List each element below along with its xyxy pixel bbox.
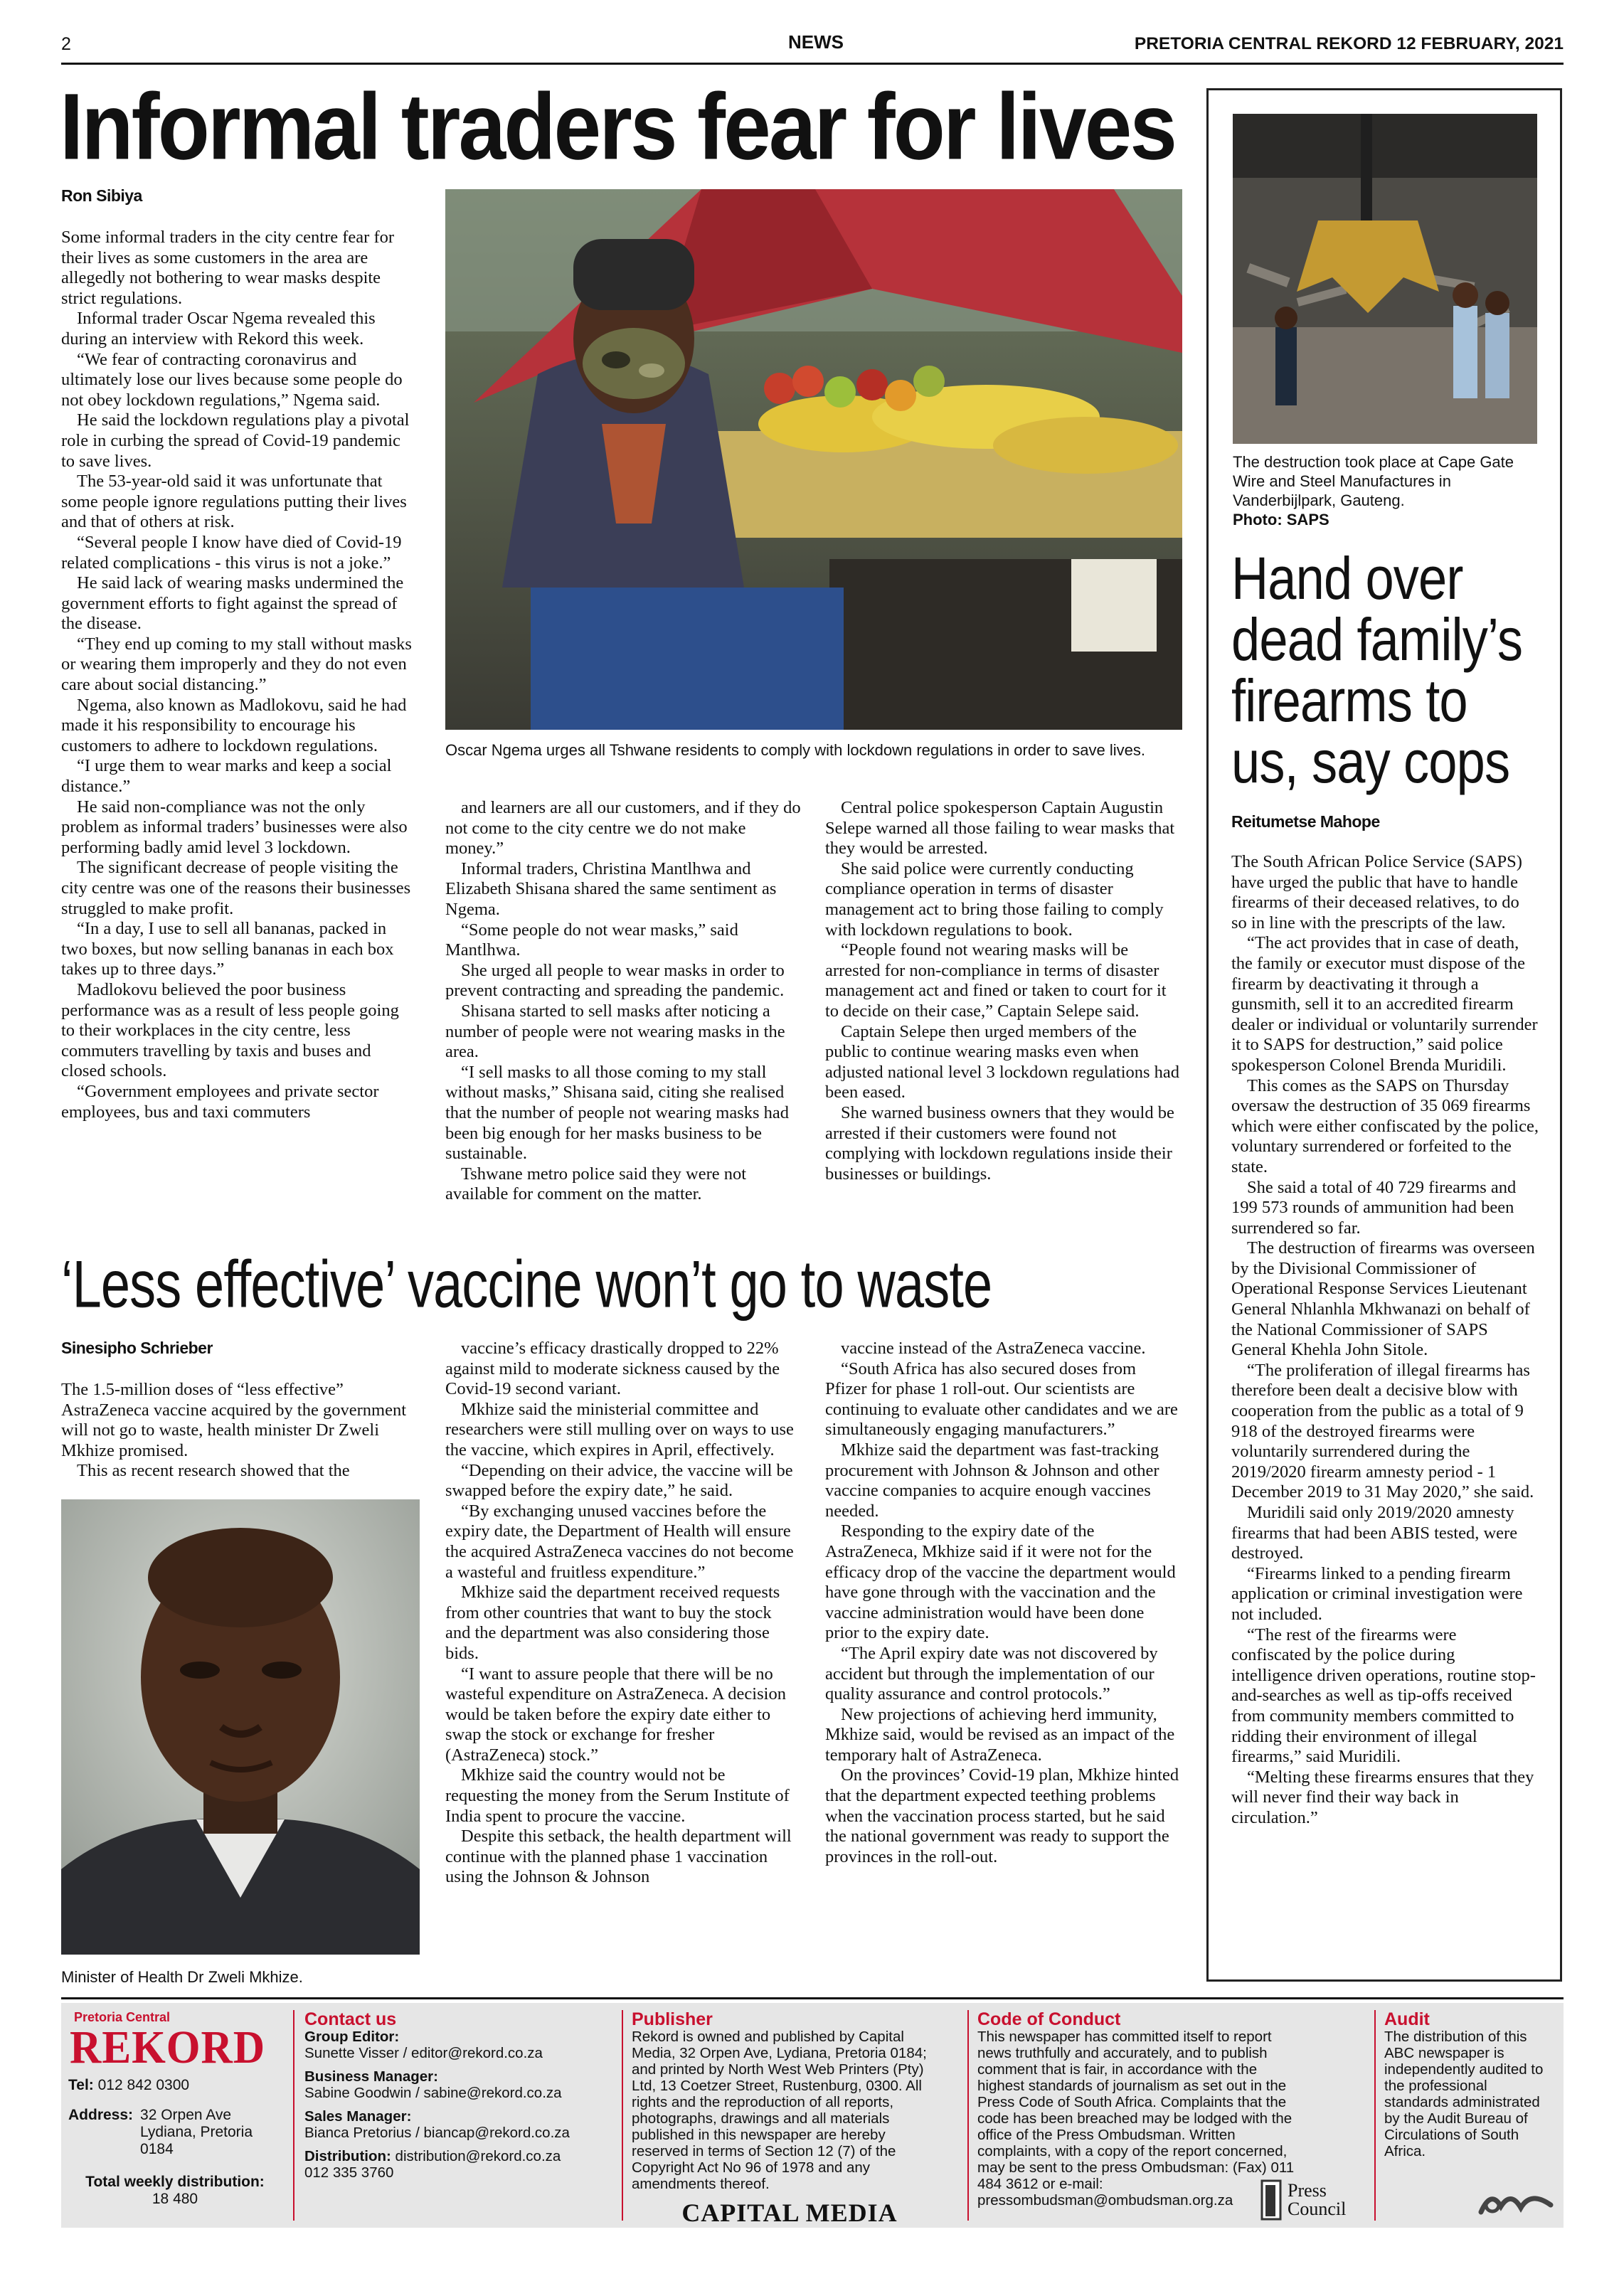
firearms-caption-text: The destruction took place at Cape Gate Wire and Steel Manufactures in Vanderbijlpark, Gauteng. <box>1233 453 1514 509</box>
paragraph: She said a total of 40 729 firearms and 199 573 rounds of ammunition had been surrendered so far. <box>1231 1177 1517 1238</box>
address-line-3: 0184 <box>140 2141 174 2157</box>
paragraph: “Government employees and private sector employees, bus and taxi commuters <box>61 1081 379 1122</box>
code-title: Code of Conduct <box>977 2009 1121 2029</box>
paragraph: vaccine instead of the AstraZeneca vaccine. <box>841 1339 1146 1358</box>
abc-logo <box>1477 2184 1555 2219</box>
paragraph: “Firearms linked to a pending firearm application or criminal investigation were not included. <box>1231 1563 1523 1624</box>
footer-publisher <box>632 2010 945 2192</box>
paragraph: Mkhize said the department received requests from other countries that want to buy the stock and the department was also considering those bids. <box>445 1583 780 1663</box>
paragraph: The significant decrease of people visiting the city centre was one of the reasons their businesses struggled to make profit. <box>61 858 411 918</box>
paragraph: “The proliferation of illegal firearms has therefore been dealt a decisive blow with cooperation from the public as a total of 9 918 of the destroyed firearms were voluntarily surrendered during the 2019/2020 firearm amnesty period - 1 December 2019 to 31 May 2020,” she said. <box>1231 1360 1534 1502</box>
publisher-text: Rekord is owned and published by Capital Media, 32 Orpen Ave, Lydiana, Pretoria 0184; and printed by North West Web Printers (Pty) Ltd, 13 Coetzer Street, Rustenburg, 0300. All rights and the reproduction of all reports, photographs, drawings and all materials published in this newspaper are hereby reserved in terms of Section 12 (7) of the Copyright Act No 96 of 1978 and any amendments thereof. <box>632 2029 927 2192</box>
masthead-date: PRETORIA CENTRAL REKORD 12 FEBRUARY, 2021 <box>1134 34 1564 53</box>
story1-column-3 <box>825 798 1181 1184</box>
paragraph: “I urge them to wear marks and keep a social distance.” <box>61 756 392 797</box>
footer-contact-basic <box>68 2077 282 2208</box>
story2-column-1 <box>61 1380 417 1482</box>
footer-contact-us <box>304 2010 617 2181</box>
paragraph: and learners are all our customers, and if they do not come to the city centre we do not make money.” <box>445 798 801 859</box>
story2-column-3 <box>825 1339 1181 1867</box>
tel-label: Tel: <box>68 2077 94 2093</box>
paragraph: “Some people do not wear masks,” said Mantlhwa. <box>445 920 738 960</box>
business-manager-label: Business Manager: <box>304 2068 438 2085</box>
footer-distribution <box>68 2174 282 2208</box>
footer-code-of-conduct <box>977 2010 1307 2209</box>
paragraph: Ngema, also known as Madlokovu, said he had made it his responsibility to encourage his customers to adhere to lockdown regulations. <box>61 695 407 755</box>
minister-photo-image <box>61 1499 420 1955</box>
code-text: This newspaper has committed itself to report news truthfully and accurately, and to publish comment that is fair, in accordance with the highest standards of journalism as set out in the Press Code of South Africa. Complaints that the code has been breached may be lodged with the office of the Press Ombudsman. Written complaints, with a copy of the report concerned, may be sent to the press Ombudsman: (Fax) 011 484 3612 or e-mail: pressombudsman@ombudsman.org.za <box>977 2029 1295 2209</box>
audit-title: Audit <box>1384 2009 1430 2029</box>
paragraph: “Several people I know have died of Covid-19 related complications - this virus is not a joke.” <box>61 532 402 573</box>
paragraph: Despite this setback, the health department will continue with the planned phase 1 vaccination using the Johnson & Johnson <box>445 1827 792 1887</box>
story2-headline: ‘Less effective’ vaccine won’t go to waste <box>61 1246 992 1322</box>
story1-headline: Informal traders fear for lives <box>60 73 1176 179</box>
paragraph: She urged all people to wear masks in order to prevent contracting and spreading the pandemic. <box>445 960 785 1001</box>
address-lines <box>140 2107 253 2158</box>
paragraph: “Depending on their advice, the vaccine will be swapped before the expiry date,” he said. <box>445 1460 793 1501</box>
paragraph: “By exchanging unused vaccines before the expiry date, the Department of Health will ensure the acquired AstraZeneca vaccines do not become a wasteful and fruitless expenditure.” <box>445 1501 794 1582</box>
business-manager: Sabine Goodwin / sabine@rekord.co.za <box>304 2085 562 2101</box>
paragraph: Central police spokesperson Captain Augustin Selepe warned all those failing to wear masks that they would be arrested. <box>825 798 1175 859</box>
header-rule <box>61 63 1564 65</box>
story1-byline: Ron Sibiya <box>61 186 142 205</box>
story3-headline <box>1231 545 1544 795</box>
paragraph: She warned business owners that they would be arrested if their customers were found not complying with lockdown regulations inside their businesses or buildings. <box>825 1102 1174 1184</box>
sales-manager-label: Sales Manager: <box>304 2108 412 2125</box>
firearms-photo-caption <box>1233 452 1537 529</box>
paragraph: “Melting these firearms ensures that they will never find their way back in circulation.” <box>1231 1767 1534 1827</box>
press-council-icon <box>1259 2178 1283 2222</box>
story3-headline-line-1: Hand over <box>1231 545 1463 612</box>
paragraph: Shisana started to sell masks after noticing a number of people were not wearing masks in the area. <box>445 1001 785 1062</box>
audit-text: The distribution of this ABC newspaper is independently audited to the professional standards administrated by the Audit Bureau of Circulations of South Africa. <box>1384 2029 1544 2159</box>
abc-icon <box>1477 2184 1555 2219</box>
rekord-logo-main: REKORD <box>70 2021 265 2073</box>
page-number: 2 <box>61 34 71 54</box>
paragraph: “We fear of contracting coronavirus and ultimately lose our lives because some people do not obey lockdown regulations,” Ngema said. <box>61 349 403 410</box>
firearms-photo-image <box>1233 114 1537 444</box>
trader-photo <box>445 189 1182 730</box>
firearms-photo-credit: Photo: SAPS <box>1233 511 1329 528</box>
paragraph: vaccine’s efficacy drastically dropped to 22% against mild to moderate sickness caused by the Covid-19 second variant. <box>445 1339 780 1399</box>
story3-headline-line-4: us, say cops <box>1231 728 1510 795</box>
footer-divider-1 <box>293 2010 294 2221</box>
paragraph: Responding to the expiry date of the AstraZeneca, Mkhize said if it were not for the efficacy drop of the vaccine the department would have gone through with the vaccination and the vaccine administration would have been done prior to the expiry date. <box>825 1521 1176 1643</box>
publisher-title: Publisher <box>632 2009 713 2029</box>
press-council-logo <box>1259 2175 1366 2225</box>
distribution-value: 18 480 <box>152 2191 198 2207</box>
group-editor-label: Group Editor: <box>304 2029 400 2045</box>
press-council-line-2: Council <box>1288 2199 1347 2219</box>
paragraph: “I want to assure people that there will be no wasteful expenditure on AstraZeneca. A decision would be taken before the expiry date either to swap the stock or exchange for fresher (AstraZeneca) stock.” <box>445 1664 786 1765</box>
footer-divider-4 <box>1374 2010 1376 2221</box>
section-label: NEWS <box>788 31 844 53</box>
firearms-photo <box>1233 114 1537 444</box>
footer-address <box>68 2107 282 2158</box>
distribution-email: distribution@rekord.co.za <box>395 2148 561 2164</box>
paragraph: “South Africa has also secured doses from Pfizer for phase 1 roll-out. Our scientists are continuing to evaluate other candidates and we are simultaneously engaging manufacturers.” <box>825 1359 1178 1440</box>
paragraph: New projections of achieving herd immunity, Mkhize said, would be revised as an impact of the temporary halt of AstraZeneca. <box>825 1704 1175 1765</box>
paragraph: Some informal traders in the city centre fear for their lives as some customers in the area are allegedly not bothering to wear masks despite strict regulations. <box>61 228 395 308</box>
paragraph: He said lack of wearing masks undermined the government efforts to fight against the spread of the disease. <box>61 573 404 634</box>
paragraph: The South African Police Service (SAPS) have urged the public that have to handle firearms of their deceased relatives, to do so in line with the prescripts of the law. <box>1231 852 1522 932</box>
paragraph: This comes as the SAPS on Thursday oversaw the destruction of 35 069 firearms which were either confiscated by the police, voluntary surrendered or forfeited to the state. <box>1231 1075 1539 1176</box>
paragraph: He said the lockdown regulations play a pivotal role in curbing the spread of Covid-19 pandemic to save lives. <box>61 410 410 471</box>
story3-headline-line-3: firearms to <box>1231 667 1467 734</box>
footer-audit <box>1384 2010 1555 2159</box>
paragraph: “The rest of the firearms were confiscated by the police during intelligence driven operations, routine stop-and-searches as well as tip-offs received from community members committed to ridding their environment of illegal firearms,” said Muridili. <box>1231 1625 1536 1767</box>
paragraph: “I sell masks to all those coming to my stall without masks,” Shisana said, citing she realised that the number of people not wearing masks had been big enough for her masks business to be sustainable. <box>445 1062 790 1164</box>
distribution-label: Total weekly distribution: <box>85 2174 265 2190</box>
minister-photo <box>61 1499 420 1955</box>
paragraph: Informal trader Oscar Ngema revealed this during an interview with Rekord this week. <box>61 309 376 349</box>
story3-headline-line-2: dead family’s <box>1231 606 1523 673</box>
trader-photo-caption: Oscar Ngema urges all Tshwane residents to comply with lockdown regulations in order to save lives. <box>445 741 1145 759</box>
paragraph: “In a day, I use to sell all bananas, packed in two boxes, but now selling bananas in each box takes up to three days.” <box>61 919 394 979</box>
rekord-logo-top: Pretoria Central <box>74 2010 171 2024</box>
distribution-contact-label: Distribution: <box>304 2148 391 2164</box>
paragraph: “They end up coming to my stall without masks or wearing them improperly and they do not even care about social distancing.” <box>61 634 412 695</box>
footer-tel <box>68 2077 282 2094</box>
paragraph: Mkhize said the ministerial committee and researchers were still mulling over on ways to use the vaccine, which expires in April, effectively. <box>445 1399 794 1460</box>
trader-photo-image <box>445 189 1182 730</box>
paragraph: This as recent research showed that the <box>77 1461 350 1481</box>
paragraph: Madlokovu believed the poor business performance was as a result of less people going to their workplaces in the city centre, less commuters travelling by taxis and buses and closed schools. <box>61 979 399 1081</box>
paragraph: Mkhize said the department was fast-tracking procurement with Johnson & Johnson and other vaccine companies to acquire enough vaccines needed. <box>825 1440 1159 1521</box>
footer-top-rule <box>61 1997 1564 1999</box>
rekord-logo <box>70 2010 283 2071</box>
story1-column-2 <box>445 798 801 1205</box>
paragraph: Muridili said only 2019/2020 amnesty firearms that had been ABIS tested, were destroyed. <box>1231 1503 1518 1563</box>
contact-title: Contact us <box>304 2009 397 2029</box>
sales-manager: Bianca Pretorius / biancap@rekord.co.za <box>304 2125 570 2141</box>
paragraph: “The act provides that in case of death, the family or executor must dispose of the firearm by deactivating it through a gunsmith, sell it to an accredited firearm dealer or individual or voluntarily surrender it to SAPS for destruction,” said police spokesperson Colonel Brenda Muridili. <box>1231 933 1538 1075</box>
distribution-phone: 012 335 3760 <box>304 2164 394 2181</box>
address-line-2: Lydiana, Pretoria <box>140 2124 253 2140</box>
capital-media-logo: CAPITAL MEDIA <box>681 2199 898 2227</box>
paragraph: Tshwane metro police said they were not available for comment on the matter. <box>445 1164 747 1204</box>
tel-value: 012 842 0300 <box>97 2077 190 2093</box>
paragraph: The 53-year-old said it was unfortunate that some people ignore regulations putting their lives and that of others at risk. <box>61 472 407 532</box>
address-line-1: 32 Orpen Ave <box>140 2107 232 2123</box>
story2-byline: Sinesipho Schrieber <box>61 1339 213 1357</box>
press-council-line-1: Press <box>1288 2180 1327 2201</box>
paragraph: Informal traders, Christina Mantlhwa and Elizabeth Shisana shared the same sentiment as Ngema. <box>445 859 777 919</box>
story3-body <box>1231 852 1539 1829</box>
story3-byline: Reitumetse Mahope <box>1231 812 1380 831</box>
paragraph: He said non-compliance was not the only problem as informal traders’ businesses were also performing badly amid level 3 lockdown. <box>61 797 408 857</box>
paragraph: The 1.5-million doses of “less effective” AstraZeneca vaccine acquired by the government will not go to waste, health minister Dr Zweli Mkhize promised. <box>61 1380 406 1460</box>
story2-column-2 <box>445 1339 801 1888</box>
paragraph: She said police were currently conducting compliance operation in terms of disaster management act to bring those failing to comply with lockdown regulations to book. <box>825 859 1164 940</box>
paragraph: The destruction of firearms was overseen by the Divisional Commissioner of Operational Response Services Lieutenant General Nhlanhla Mkhwanazi on behalf of the National Commissioner of SAPS General Khehla John Sitole. <box>1231 1238 1535 1360</box>
paragraph: Captain Selepe then urged members of the public to continue wearing masks even when adjusted national level 3 lockdown regulations had been eased. <box>825 1021 1180 1102</box>
minister-photo-caption: Minister of Health Dr Zweli Mkhize. <box>61 1968 303 1986</box>
group-editor: Sunette Visser / editor@rekord.co.za <box>304 2045 543 2061</box>
address-label: Address: <box>68 2107 134 2123</box>
paragraph: “People found not wearing masks will be arrested for non-compliance in terms of disaster management act and fined or taken to court for it to decide on their case,” Captain Selepe said. <box>825 940 1167 1021</box>
paragraph: “The April expiry date was not discovered by accident but through the implementation of our quality assurance and control protocols.” <box>825 1643 1158 1704</box>
paragraph: Mkhize said the country would not be requesting the money from the Serum Institute of India spent to procure the vaccine. <box>445 1765 790 1826</box>
paragraph: On the provinces’ Covid-19 plan, Mkhize hinted that the department expected teething problems when the vaccination process started, but he said the national government was ready to support the provinces in the roll-out. <box>825 1765 1179 1866</box>
footer-divider-3 <box>967 2010 969 2221</box>
footer-divider-2 <box>622 2010 623 2221</box>
story1-column-1 <box>61 228 417 1122</box>
